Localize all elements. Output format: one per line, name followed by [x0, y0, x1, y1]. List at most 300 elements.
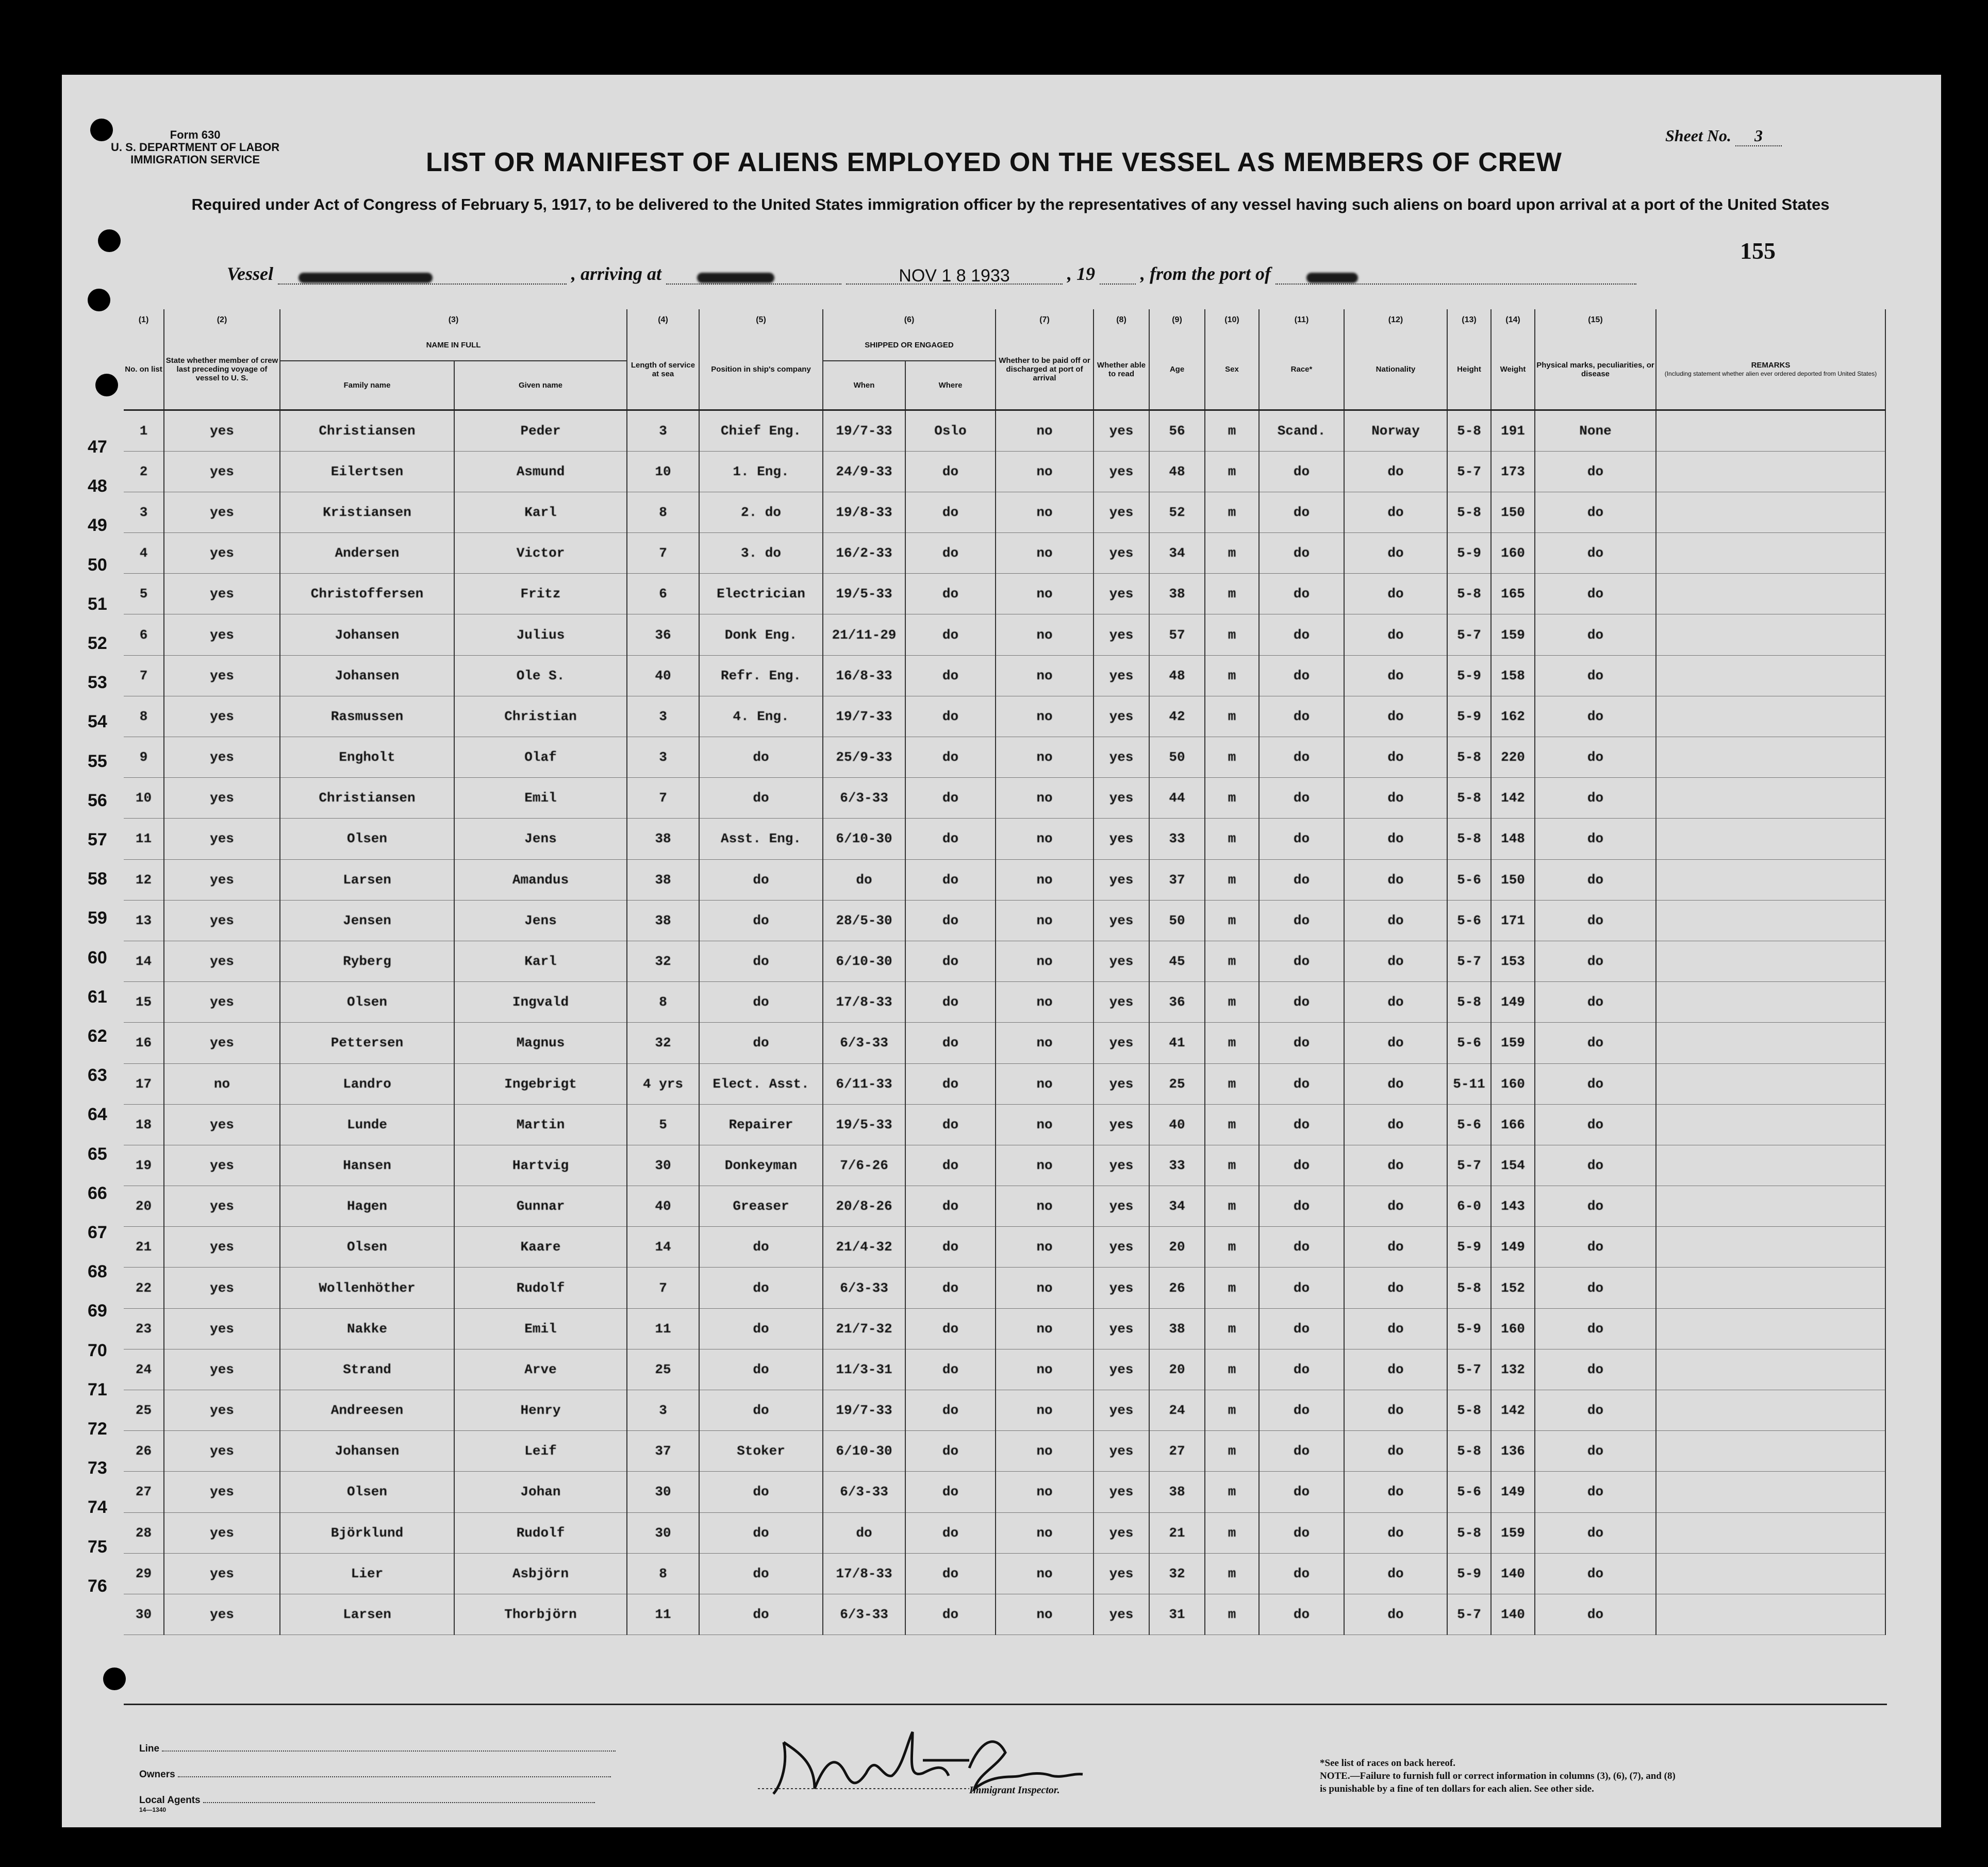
cell-able-to-read: yes [1094, 1390, 1149, 1431]
cell-able-to-read: yes [1094, 1227, 1149, 1268]
cell-shipped-when: 19/7-33 [823, 410, 905, 451]
cell-sex: m [1205, 533, 1259, 574]
cell-paid-off: no [996, 1063, 1094, 1104]
cell-sex: m [1205, 614, 1259, 655]
cell-previous-voyage: yes [164, 1186, 280, 1227]
footer-agents [139, 1795, 595, 1813]
cell-sex: m [1205, 1308, 1259, 1349]
cell-given-name: Amandus [454, 859, 627, 900]
cell-weight: 140 [1491, 1594, 1535, 1635]
cell-height: 5-7 [1447, 1349, 1491, 1390]
cell-nationality: do [1344, 737, 1447, 778]
cell-nationality: do [1344, 1308, 1447, 1349]
year-field [1100, 266, 1136, 285]
cell-able-to-read: yes [1094, 655, 1149, 696]
cell-shipped-where: do [905, 492, 996, 532]
cell-shipped-when: 16/2-33 [823, 533, 905, 574]
cell-remarks [1656, 574, 1885, 614]
cell-row-number: 3 [124, 492, 164, 532]
cell-height: 5-8 [1447, 1431, 1491, 1472]
cell-given-name: Johan [454, 1472, 627, 1512]
table-row [124, 1227, 1885, 1268]
cell-service-length: 7 [627, 778, 699, 819]
cell-weight: 162 [1491, 696, 1535, 737]
cell-paid-off: no [996, 1349, 1094, 1390]
cell-shipped-where: do [905, 1349, 996, 1390]
cell-paid-off: no [996, 1227, 1094, 1268]
table-row [124, 1594, 1885, 1635]
cell-paid-off: no [996, 655, 1094, 696]
cell-shipped-where: do [905, 1431, 996, 1472]
cell-service-length: 7 [627, 1268, 699, 1308]
cell-previous-voyage: yes [164, 1390, 280, 1431]
cell-position: do [699, 1472, 823, 1512]
agents-label: Local Agents [139, 1795, 201, 1806]
col-num: (13) [1447, 309, 1491, 330]
cell-race: do [1259, 1431, 1344, 1472]
cell-previous-voyage: yes [164, 1308, 280, 1349]
cell-service-length: 5 [627, 1104, 699, 1145]
cell-row-number: 7 [124, 655, 164, 696]
cell-nationality: do [1344, 1268, 1447, 1308]
cell-height: 5-9 [1447, 655, 1491, 696]
cell-position: Repairer [699, 1104, 823, 1145]
cell-family-name: Ryberg [280, 941, 454, 981]
cell-service-length: 37 [627, 1431, 699, 1472]
cell-paid-off: no [996, 900, 1094, 941]
cell-able-to-read: yes [1094, 614, 1149, 655]
cell-shipped-where: do [905, 1553, 996, 1594]
col-header-when: When [823, 361, 905, 410]
cell-remarks [1656, 696, 1885, 737]
cell-remarks [1656, 655, 1885, 696]
cell-position: Greaser [699, 1186, 823, 1227]
cell-service-length: 8 [627, 1553, 699, 1594]
cell-nationality: do [1344, 1472, 1447, 1512]
cell-physical-marks: do [1535, 859, 1656, 900]
cell-row-number: 28 [124, 1512, 164, 1553]
page-subtitle: Required under Act of Congress of February 5, 1917, to be delivered to the United States immigration officer by the representatives of any vessel having such aliens on board upon arrival at a port of the United States [191, 195, 1830, 213]
col-header-previous-voyage: State whether member of crew last preceding voyage of vessel to U. S. [164, 330, 280, 410]
cell-sex: m [1205, 982, 1259, 1023]
cell-physical-marks: do [1535, 1227, 1656, 1268]
cell-physical-marks: do [1535, 1186, 1656, 1227]
cell-given-name: Magnus [454, 1023, 627, 1063]
cell-service-length: 4 yrs [627, 1063, 699, 1104]
cell-remarks [1656, 737, 1885, 778]
cell-shipped-where: Oslo [905, 410, 996, 451]
cell-shipped-where: do [905, 574, 996, 614]
cell-shipped-where: do [905, 778, 996, 819]
cell-height: 5-8 [1447, 819, 1491, 859]
cell-row-number: 10 [124, 778, 164, 819]
cell-row-number: 9 [124, 737, 164, 778]
handwritten-line-number: 61 [88, 987, 107, 1007]
cell-family-name: Christiansen [280, 778, 454, 819]
handwritten-line-number: 74 [88, 1497, 107, 1518]
table-row [124, 982, 1885, 1023]
cell-nationality: Norway [1344, 410, 1447, 451]
cell-previous-voyage: yes [164, 1553, 280, 1594]
cell-paid-off: no [996, 859, 1094, 900]
cell-age: 52 [1149, 492, 1205, 532]
cell-previous-voyage: yes [164, 1472, 280, 1512]
cell-shipped-where: do [905, 1512, 996, 1553]
col-num: (8) [1094, 309, 1149, 330]
cell-row-number: 6 [124, 614, 164, 655]
cell-position: do [699, 941, 823, 981]
handwritten-line-number: 50 [88, 555, 107, 575]
remarks-note: (Including statement whether alien ever ordered deported from United States) [1664, 370, 1877, 377]
cell-paid-off: no [996, 1431, 1094, 1472]
cell-physical-marks: do [1535, 941, 1656, 981]
cell-position: do [699, 1553, 823, 1594]
cell-sex: m [1205, 1431, 1259, 1472]
cell-position: Elect. Asst. [699, 1063, 823, 1104]
cell-sex: m [1205, 1553, 1259, 1594]
cell-paid-off: no [996, 1594, 1094, 1635]
cell-remarks [1656, 1023, 1885, 1063]
cell-given-name: Asmund [454, 451, 627, 492]
cell-physical-marks: do [1535, 819, 1656, 859]
cell-age: 48 [1149, 451, 1205, 492]
cell-remarks [1656, 1431, 1885, 1472]
col-num: (6) [823, 309, 996, 330]
cell-nationality: do [1344, 1186, 1447, 1227]
cell-position: 1. Eng. [699, 451, 823, 492]
punch-hole [88, 289, 110, 311]
cell-service-length: 3 [627, 737, 699, 778]
handwritten-line-number: 62 [88, 1026, 107, 1046]
cell-family-name: Christiansen [280, 410, 454, 451]
cell-shipped-when: 28/5-30 [823, 900, 905, 941]
cell-remarks [1656, 859, 1885, 900]
cell-previous-voyage: yes [164, 410, 280, 451]
cell-paid-off: no [996, 1104, 1094, 1145]
cell-physical-marks: do [1535, 696, 1656, 737]
cell-paid-off: no [996, 696, 1094, 737]
table-row [124, 1023, 1885, 1063]
service-name: IMMIGRATION SERVICE [130, 153, 260, 166]
cell-shipped-where: do [905, 1023, 996, 1063]
cell-physical-marks: None [1535, 410, 1656, 451]
cell-shipped-where: do [905, 982, 996, 1023]
cell-service-length: 11 [627, 1594, 699, 1635]
cell-shipped-when: 6/3-33 [823, 778, 905, 819]
cell-position: do [699, 982, 823, 1023]
cell-nationality: do [1344, 451, 1447, 492]
cell-given-name: Rudolf [454, 1512, 627, 1553]
table-row [124, 900, 1885, 941]
sheet-value: 3 [1735, 126, 1782, 146]
cell-service-length: 10 [627, 451, 699, 492]
cell-service-length: 30 [627, 1512, 699, 1553]
cell-position: do [699, 737, 823, 778]
cell-height: 5-6 [1447, 859, 1491, 900]
cell-family-name: Landro [280, 1063, 454, 1104]
cell-shipped-when: 19/7-33 [823, 696, 905, 737]
cell-weight: 173 [1491, 451, 1535, 492]
cell-age: 41 [1149, 1023, 1205, 1063]
cell-row-number: 1 [124, 410, 164, 451]
redacted-mark [299, 273, 433, 283]
vessel-line [227, 263, 1636, 285]
cell-given-name: Fritz [454, 574, 627, 614]
cell-physical-marks: do [1535, 1104, 1656, 1145]
cell-physical-marks: do [1535, 1145, 1656, 1186]
handwritten-line-number: 54 [88, 712, 107, 732]
cell-able-to-read: yes [1094, 1553, 1149, 1594]
handwritten-line-number: 58 [88, 869, 107, 889]
col-header-position: Position in ship's company [699, 330, 823, 410]
footnote-penalty: NOTE.—Failure to furnish full or correct information in columns (3), (6), (7), and (8) [1320, 1771, 1676, 1781]
cell-able-to-read: yes [1094, 574, 1149, 614]
cell-shipped-when: 25/9-33 [823, 737, 905, 778]
cell-given-name: Olaf [454, 737, 627, 778]
handwritten-line-number: 57 [88, 830, 107, 849]
cell-row-number: 2 [124, 451, 164, 492]
cell-sex: m [1205, 1512, 1259, 1553]
cell-age: 48 [1149, 655, 1205, 696]
cell-paid-off: no [996, 451, 1094, 492]
column-number-row [124, 309, 1885, 330]
cell-nationality: do [1344, 982, 1447, 1023]
cell-position: do [699, 1023, 823, 1063]
table-row [124, 1268, 1885, 1308]
handwritten-line-number: 67 [88, 1223, 107, 1242]
from-port-field [1275, 266, 1636, 285]
cell-family-name: Larsen [280, 859, 454, 900]
cell-remarks [1656, 410, 1885, 451]
handwritten-line-number: 51 [88, 594, 107, 614]
cell-family-name: Lier [280, 1553, 454, 1594]
cell-paid-off: no [996, 1390, 1094, 1431]
cell-row-number: 19 [124, 1145, 164, 1186]
col-num: (9) [1149, 309, 1205, 330]
table-row [124, 1512, 1885, 1553]
cell-race: do [1259, 819, 1344, 859]
cell-able-to-read: yes [1094, 1023, 1149, 1063]
cell-able-to-read: yes [1094, 1594, 1149, 1635]
cell-service-length: 25 [627, 1349, 699, 1390]
cell-previous-voyage: yes [164, 1594, 280, 1635]
cell-previous-voyage: yes [164, 1023, 280, 1063]
cell-family-name: Pettersen [280, 1023, 454, 1063]
cell-family-name: Andreesen [280, 1390, 454, 1431]
cell-age: 34 [1149, 1186, 1205, 1227]
cell-given-name: Victor [454, 533, 627, 574]
cell-height: 5-8 [1447, 737, 1491, 778]
cell-family-name: Johansen [280, 1431, 454, 1472]
cell-nationality: do [1344, 574, 1447, 614]
cell-shipped-when: 6/3-33 [823, 1023, 905, 1063]
cell-physical-marks: do [1535, 1594, 1656, 1635]
cell-row-number: 30 [124, 1594, 164, 1635]
cell-previous-voyage: yes [164, 655, 280, 696]
cell-nationality: do [1344, 819, 1447, 859]
cell-age: 25 [1149, 1063, 1205, 1104]
cell-service-length: 38 [627, 859, 699, 900]
cell-given-name: Jens [454, 900, 627, 941]
cell-row-number: 11 [124, 819, 164, 859]
cell-given-name: Jens [454, 819, 627, 859]
handwritten-line-number: 59 [88, 908, 107, 928]
cell-physical-marks: do [1535, 1349, 1656, 1390]
cell-age: 38 [1149, 1472, 1205, 1512]
cell-previous-voyage: no [164, 1063, 280, 1104]
cell-weight: 149 [1491, 1472, 1535, 1512]
cell-able-to-read: yes [1094, 900, 1149, 941]
col-header-no: No. on list [124, 330, 164, 410]
cell-position: Refr. Eng. [699, 655, 823, 696]
table-row [124, 1145, 1885, 1186]
cell-race: do [1259, 1268, 1344, 1308]
col-header-weight: Weight [1491, 330, 1535, 410]
cell-race: do [1259, 1594, 1344, 1635]
col-header-paid-off: Whether to be paid off or discharged at port of arrival [996, 330, 1094, 410]
cell-row-number: 27 [124, 1472, 164, 1512]
cell-remarks [1656, 819, 1885, 859]
cell-paid-off: no [996, 533, 1094, 574]
cell-family-name: Andersen [280, 533, 454, 574]
col-header-marks: Physical marks, peculiarities, or disease [1535, 330, 1656, 410]
owners-label: Owners [139, 1769, 175, 1780]
cell-physical-marks: do [1535, 1308, 1656, 1349]
cell-given-name: Julius [454, 614, 627, 655]
cell-service-length: 40 [627, 1186, 699, 1227]
cell-physical-marks: do [1535, 1512, 1656, 1553]
cell-remarks [1656, 1063, 1885, 1104]
cell-weight: 150 [1491, 492, 1535, 532]
cell-given-name: Peder [454, 410, 627, 451]
cell-age: 24 [1149, 1390, 1205, 1431]
cell-service-length: 7 [627, 533, 699, 574]
cell-remarks [1656, 614, 1885, 655]
cell-physical-marks: do [1535, 614, 1656, 655]
cell-remarks [1656, 1227, 1885, 1268]
cell-age: 50 [1149, 737, 1205, 778]
handwritten-line-number: 53 [88, 673, 107, 693]
cell-previous-voyage: yes [164, 1227, 280, 1268]
cell-weight: 220 [1491, 737, 1535, 778]
cell-physical-marks: do [1535, 778, 1656, 819]
cell-given-name: Thorbjörn [454, 1594, 627, 1635]
cell-position: do [699, 1390, 823, 1431]
cell-service-length: 38 [627, 900, 699, 941]
cell-physical-marks: do [1535, 1268, 1656, 1308]
col-header-given-name: Given name [454, 361, 627, 410]
cell-family-name: Hagen [280, 1186, 454, 1227]
cell-given-name: Emil [454, 778, 627, 819]
cell-previous-voyage: yes [164, 982, 280, 1023]
cell-able-to-read: yes [1094, 451, 1149, 492]
cell-weight: 154 [1491, 1145, 1535, 1186]
cell-previous-voyage: yes [164, 941, 280, 981]
footnote-penalty-cont: is punishable by a fine of ten dollars for each alien. See other side. [1320, 1783, 1594, 1794]
cell-physical-marks: do [1535, 1553, 1656, 1594]
cell-family-name: Eilertsen [280, 451, 454, 492]
cell-age: 50 [1149, 900, 1205, 941]
cell-weight: 153 [1491, 941, 1535, 981]
cell-able-to-read: yes [1094, 1308, 1149, 1349]
cell-nationality: do [1344, 900, 1447, 941]
table-row [124, 614, 1885, 655]
table-row [124, 492, 1885, 532]
cell-previous-voyage: yes [164, 778, 280, 819]
cell-service-length: 30 [627, 1472, 699, 1512]
cell-remarks [1656, 1349, 1885, 1390]
cell-age: 57 [1149, 614, 1205, 655]
cell-height: 5-8 [1447, 982, 1491, 1023]
cell-height: 5-9 [1447, 696, 1491, 737]
cell-age: 34 [1149, 533, 1205, 574]
cell-height: 5-9 [1447, 1227, 1491, 1268]
cell-shipped-where: do [905, 451, 996, 492]
cell-previous-voyage: yes [164, 859, 280, 900]
cell-previous-voyage: yes [164, 1431, 280, 1472]
cell-weight: 148 [1491, 819, 1535, 859]
cell-given-name: Arve [454, 1349, 627, 1390]
cell-able-to-read: yes [1094, 1268, 1149, 1308]
cell-shipped-where: do [905, 1186, 996, 1227]
cell-previous-voyage: yes [164, 574, 280, 614]
cell-row-number: 12 [124, 859, 164, 900]
cell-height: 5-6 [1447, 900, 1491, 941]
cell-height: 5-7 [1447, 451, 1491, 492]
cell-position: Asst. Eng. [699, 819, 823, 859]
cell-height: 5-6 [1447, 1023, 1491, 1063]
cell-age: 44 [1149, 778, 1205, 819]
cell-age: 42 [1149, 696, 1205, 737]
cell-race: do [1259, 1349, 1344, 1390]
cell-height: 5-8 [1447, 778, 1491, 819]
cell-height: 5-7 [1447, 941, 1491, 981]
cell-remarks [1656, 533, 1885, 574]
cell-row-number: 14 [124, 941, 164, 981]
cell-nationality: do [1344, 1390, 1447, 1431]
cell-shipped-when: do [823, 859, 905, 900]
cell-sex: m [1205, 1349, 1259, 1390]
cell-shipped-when: 21/4-32 [823, 1227, 905, 1268]
cell-shipped-where: do [905, 1308, 996, 1349]
col-num: (7) [996, 309, 1094, 330]
cell-able-to-read: yes [1094, 982, 1149, 1023]
cell-remarks [1656, 451, 1885, 492]
col-header-height: Height [1447, 330, 1491, 410]
cell-paid-off: no [996, 1023, 1094, 1063]
cell-race: do [1259, 1472, 1344, 1512]
col-num: (11) [1259, 309, 1344, 330]
cell-given-name: Ingebrigt [454, 1063, 627, 1104]
cell-given-name: Karl [454, 941, 627, 981]
cell-age: 20 [1149, 1227, 1205, 1268]
cell-position: Donk Eng. [699, 614, 823, 655]
cell-shipped-where: do [905, 614, 996, 655]
cell-shipped-where: do [905, 1594, 996, 1635]
cell-given-name: Christian [454, 696, 627, 737]
cell-remarks [1656, 1472, 1885, 1512]
cell-previous-voyage: yes [164, 1145, 280, 1186]
cell-position: do [699, 900, 823, 941]
cell-previous-voyage: yes [164, 737, 280, 778]
agents-field [203, 1802, 595, 1803]
cell-race: do [1259, 696, 1344, 737]
cell-weight: 160 [1491, 1063, 1535, 1104]
handwritten-line-number: 60 [88, 947, 107, 968]
cell-row-number: 13 [124, 900, 164, 941]
cell-given-name: Asbjörn [454, 1553, 627, 1594]
cell-remarks [1656, 941, 1885, 981]
